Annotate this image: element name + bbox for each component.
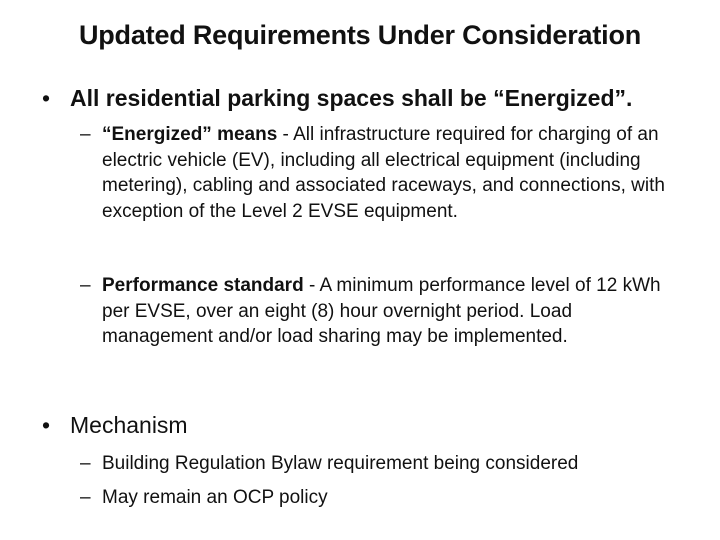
- subitem-text: May remain an OCP policy: [102, 487, 328, 508]
- bullet-marker: •: [42, 85, 51, 111]
- subitem-text: - A minimum performance level of 12 kWh per EVSE, over an eight (8) hour overnight period. Load management and/or load sharing may be implemented.: [102, 275, 661, 347]
- bullet-text: All residential parking spaces shall be “Energized”.: [70, 85, 633, 111]
- subitem-body: [102, 122, 672, 224]
- subitem-energized-definition: [80, 122, 680, 224]
- subitem-marker: –: [80, 124, 91, 145]
- slide-title: Updated Requirements Under Consideration: [78, 20, 642, 50]
- subitem-lead: “Energized” means: [102, 124, 278, 145]
- bullet-text: Mechanism: [70, 412, 188, 438]
- bullet-marker: •: [42, 412, 51, 438]
- subitem-performance-standard: [80, 273, 680, 350]
- bullet-mechanism: [42, 411, 682, 439]
- subitem-bylaw: [80, 451, 680, 477]
- subitem-body: [102, 273, 672, 350]
- subitem-text: - All infrastructure required for charging of an electric vehicle (EV), including all electrical equipment (including metering), cabling and associated raceways, and connections, with exception of the Level 2 EVSE equipment.: [102, 124, 665, 222]
- subitem-ocp-policy: [80, 485, 680, 511]
- subitem-marker: –: [80, 453, 91, 474]
- bullet-energized: [42, 84, 682, 112]
- subitem-marker: –: [80, 487, 91, 508]
- subitem-text: Building Regulation Bylaw requirement being considered: [102, 453, 579, 474]
- subitem-lead: Performance standard: [102, 275, 304, 296]
- subitem-marker: –: [80, 275, 91, 296]
